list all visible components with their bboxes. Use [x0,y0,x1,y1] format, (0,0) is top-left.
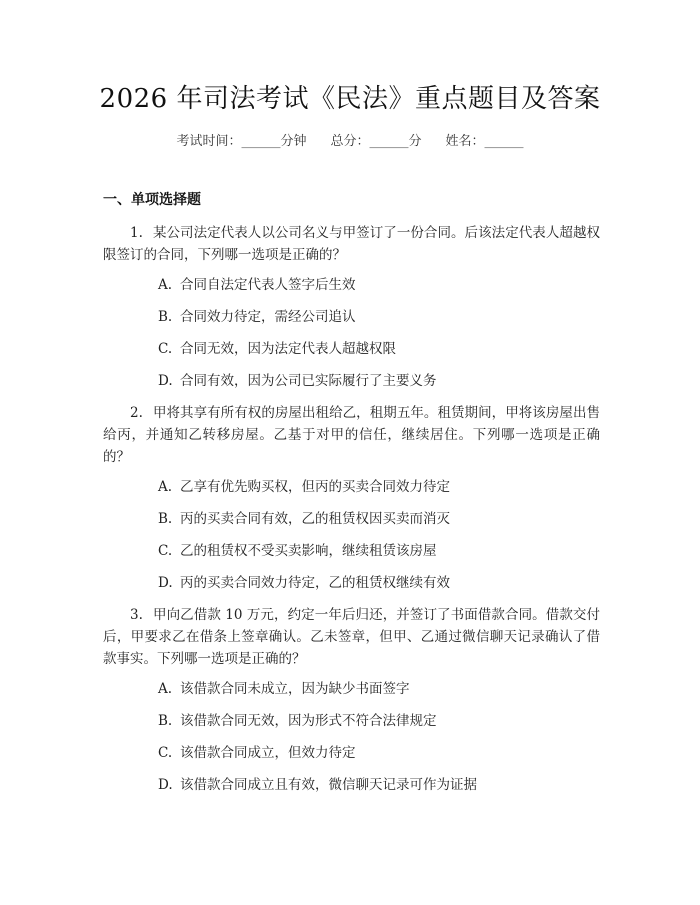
option-text: 该借款合同未成立，因为缺少书面签字 [180,681,410,697]
question-number: 1. [130,225,143,241]
question-number: 2. [130,405,143,421]
option-d [103,370,600,392]
question-stem [103,402,600,468]
question-1 [103,222,600,392]
option-letter: C. [158,341,173,357]
option-text: 乙享有优先购买权，但丙的买卖合同效力待定 [180,479,450,495]
option-letter: D. [158,373,173,389]
option-d [103,774,600,796]
option-a [103,678,600,700]
option-a [103,476,600,498]
option-b [103,306,600,328]
question-text: 甲将其享有所有权的房屋出租给乙，租期五年。租赁期间，甲将该房屋出售给丙，并通知乙转移房屋。乙基于对甲的信任，继续居住。下列哪一选项是正确的？ [103,405,600,465]
question-number: 3. [130,607,143,623]
option-text: 丙的买卖合同有效，乙的租赁权因买卖而消灭 [180,511,450,527]
option-letter: C. [158,543,173,559]
option-text: 丙的买卖合同效力待定，乙的租赁权继续有效 [180,575,450,591]
option-text: 该借款合同成立且有效，微信聊天记录可作为证据 [180,777,477,793]
option-text: 合同效力待定，需经公司追认 [180,309,356,325]
option-letter: B. [158,309,173,325]
question-stem [103,604,600,670]
option-c [103,540,600,562]
option-c [103,338,600,360]
option-text: 合同有效，因为公司已实际履行了主要义务 [180,373,437,389]
option-c [103,742,600,764]
total-score-field: 总分：______分 [330,134,422,149]
question-text: 甲向乙借款 10 万元，约定一年后归还，并签订了书面借款合同。借款交付后，甲要求乙在借条上签章确认。乙未签章，但甲、乙通过微信聊天记录确认了借款事实。下列哪一选项是正确的？ [103,607,600,667]
question-list [103,222,600,806]
option-letter: A. [158,277,173,293]
section-title: 一、单项选择题 [103,192,201,208]
option-letter: B. [158,511,173,527]
option-letter: C. [158,745,173,761]
option-text: 合同无效，因为法定代表人超越权限 [180,341,396,357]
question-2 [103,402,600,594]
exam-time-field: 考试时间：______分钟 [176,134,307,149]
question-stem [103,222,600,266]
option-letter: D. [158,777,173,793]
name-field: 姓名：______ [445,134,524,149]
option-b [103,508,600,530]
option-text: 合同自法定代表人签字后生效 [180,277,356,293]
option-d [103,572,600,594]
option-text: 该借款合同成立，但效力待定 [180,745,356,761]
option-letter: D. [158,575,173,591]
question-3 [103,604,600,796]
exam-meta [0,130,700,149]
option-b [103,710,600,732]
option-letter: A. [158,479,173,495]
option-a [103,274,600,296]
option-letter: B. [158,713,173,729]
option-text: 该借款合同无效，因为形式不符合法律规定 [180,713,437,729]
option-text: 乙的租赁权不受买卖影响，继续租赁该房屋 [180,543,437,559]
page-title: 2026 年司法考试《民法》重点题目及答案 [99,84,601,114]
question-text: 某公司法定代表人以公司名义与甲签订了一份合同。后该法定代表人超越权限签订的合同，下列哪一选项是正确的？ [103,225,600,263]
option-letter: A. [158,681,173,697]
